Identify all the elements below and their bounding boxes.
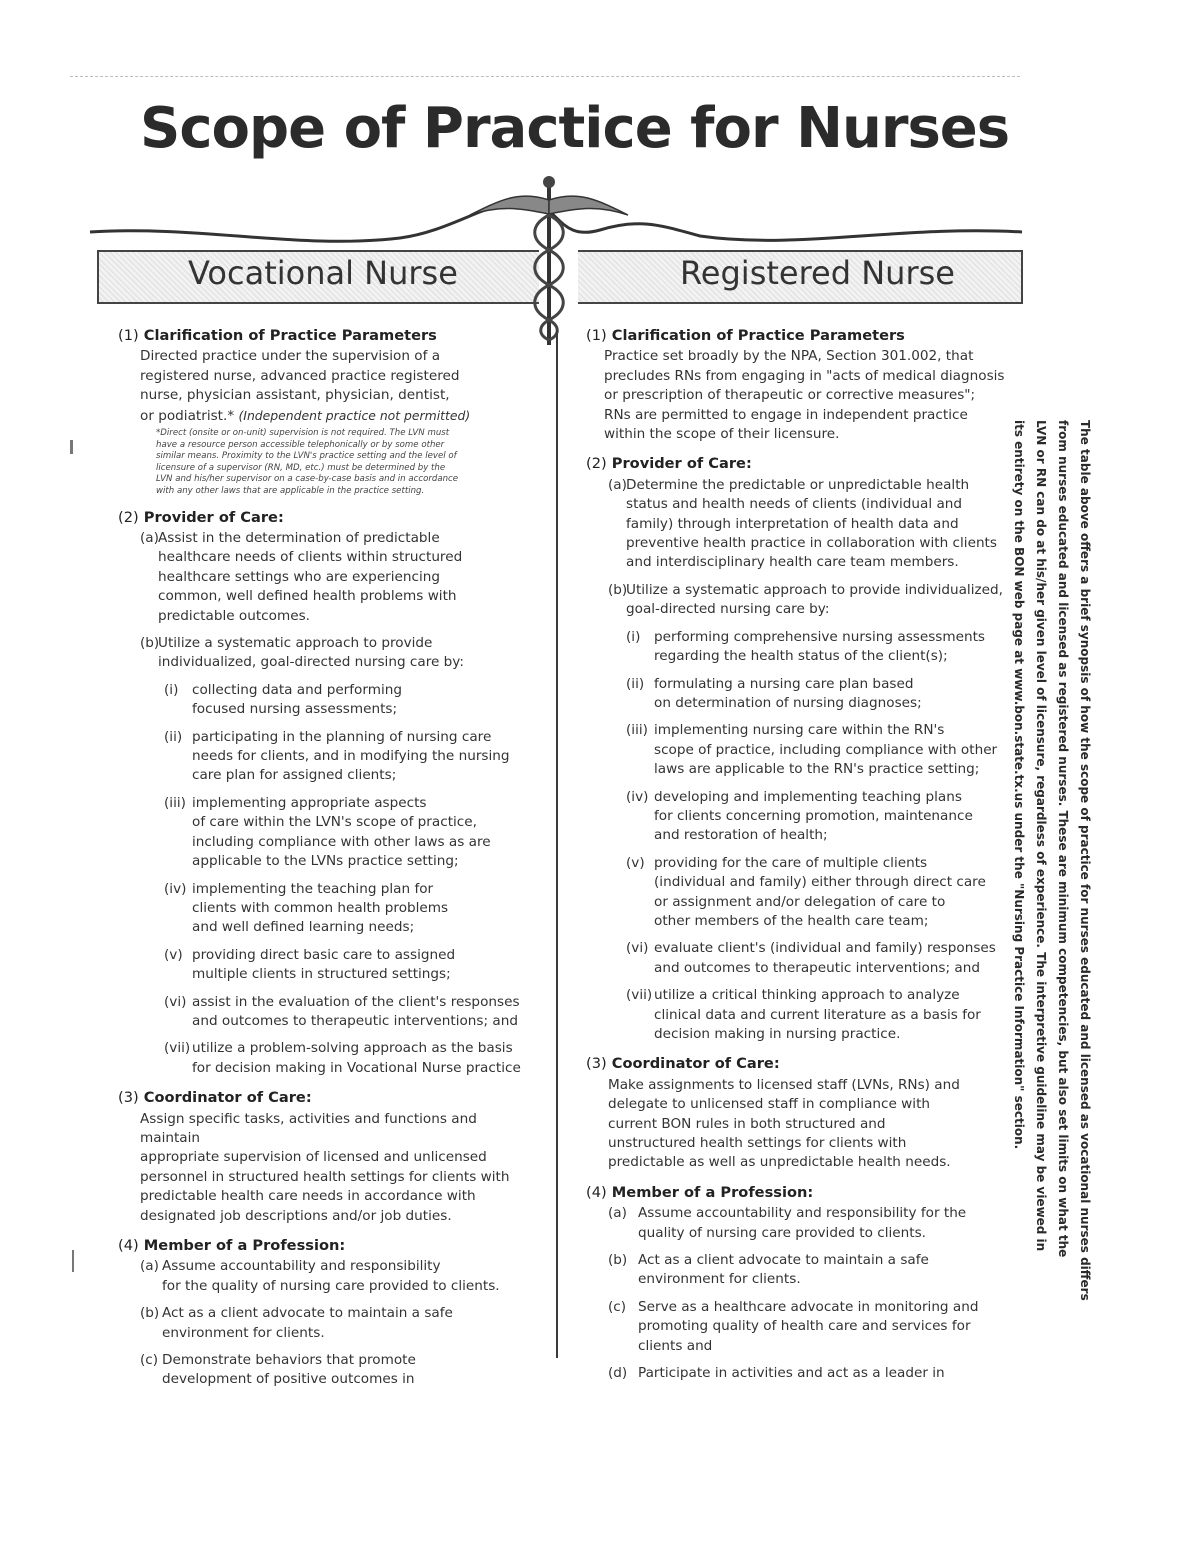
item-text: implementing the teaching plan for clients with common health problems and well defined learning needs; (192, 880, 449, 936)
vn-coordinator-section (118, 1088, 538, 1226)
banner-wave-line (90, 202, 1022, 242)
item-label: (vi) (164, 993, 187, 1010)
vn-supervision-footnote: *Direct (onsite or on-unit) supervision is not required. The LVN must have a resource person accessible telephonically or by some other similar means. Proximity to the LVN's practice setting and the level of licensure of a supervisor (RN, MD, etc.) must be determined by the LVN and his/her supervisor on a case-by-case basis and in accordance with any other laws that are applicable in the practice setting. (156, 428, 459, 496)
list-item (140, 1351, 538, 1390)
list-item (626, 986, 1006, 1044)
item-label: (c) (608, 1298, 627, 1315)
vn-coordinator-text: Assign specific tasks, activities and functions and maintain appropriate supervision of licensed and unlicensed personnel in structured health settings for clients with predictable health care needs in accordance with designated job descriptions and/or job duties. (140, 1110, 510, 1224)
item-text: assist in the evaluation of the client's responses and outcomes to therapeutic interventions; and (192, 993, 520, 1029)
list-item (140, 1257, 538, 1296)
item-text: developing and implementing teaching plans for clients concerning promotion, maintenance and restoration of health; (654, 788, 973, 844)
item-label: (a) (140, 530, 159, 546)
vn-coordinator-title (118, 1088, 538, 1107)
list-item (140, 529, 538, 626)
item-text: Assume accountability and responsibility for the quality of nursing care provided to clients. (638, 1205, 967, 1241)
item-text: Assist in the determination of predictable healthcare needs of clients within structured healthcare settings who are experiencing common, well defined health problems with predictable outcomes. (158, 530, 463, 624)
rn-clarification-section (586, 326, 1006, 444)
item-text: utilize a critical thinking approach to analyze clinical data and current literature as a basis for decision making in nursing practice. (654, 987, 981, 1042)
section-title-text: Provider of Care: (143, 508, 284, 526)
item-text: providing direct basic care to assigned multiple clients in structured settings; (192, 946, 456, 983)
list-item (608, 1204, 1006, 1243)
rn-provider-section (586, 454, 1006, 1044)
item-text: collecting data and performing focused nursing assessments; (192, 681, 402, 718)
list-item (626, 675, 1006, 714)
vocational-nurse-heading: Vocational Nurse (188, 254, 458, 292)
list-item (608, 476, 1006, 573)
page-title: Scope of Practice for Nurses (140, 96, 1010, 161)
section-number: (4) (586, 1183, 607, 1201)
section-number: (2) (586, 455, 607, 473)
item-label: (b) (608, 1252, 628, 1269)
item-text: utilize a problem-solving approach as the basis for decision making in Vocational Nurse practice (192, 1040, 521, 1076)
section-title-text: Clarification of Practice Parameters (611, 327, 905, 344)
item-text: Determine the predictable or unpredictable health status and health needs of clients (individual and family) through interpretation of health data and preventive health practice in collaboration with clients and interdisciplinary health care team members. (626, 476, 997, 571)
side-note-rotated: The table above offers a brief synopsis of how the scope of practice for nurses educated and licensed as vocational nurses differs from nurses educated and licensed as registered nurses. These are minimum competencies, but also set limits on what the LVN or RN can do at his/her given level of licensure, regardless of experience. The interpretive guideline may be viewed in its entirety on the BON web page at www.bon.state.tx.us under the "Nursing Practice Information" section. (1012, 420, 1092, 1301)
section-title-text: Clarification of Practice Parameters (143, 327, 437, 344)
item-text: Act as a client advocate to maintain a safe environment for clients. (638, 1252, 929, 1288)
column-divider (556, 330, 558, 1358)
registered-nurse-heading: Registered Nurse (680, 254, 955, 292)
section-title-text: Member of a Profession: (143, 1237, 346, 1254)
list-item (164, 1039, 538, 1078)
item-label: (iv) (164, 880, 187, 897)
section-number: (3) (586, 1055, 607, 1073)
vn-provider-title (118, 508, 538, 527)
list-item (164, 993, 538, 1032)
vocational-column (118, 326, 538, 1400)
item-label: (c) (140, 1352, 159, 1369)
list-item (626, 854, 1006, 932)
rn-coordinator-title (586, 1054, 1006, 1073)
vn-clarification-text-last: or podiatrist.* (140, 407, 235, 424)
list-item (140, 634, 538, 673)
rn-clarification-text: Practice set broadly by the NPA, Section 301.002, that precludes RNs from engaging in "acts of medical diagnosis or prescription of therapeutic or corrective measures"; RNs are permitted to engage in independent practice within the scope of their licensure. (604, 348, 1005, 443)
rn-clarification-title (586, 326, 1006, 345)
scan-mark (72, 1250, 74, 1272)
rn-coordinator-section (586, 1054, 1006, 1172)
section-number: (2) (118, 508, 139, 526)
item-text: participating in the planning of nursing care needs for clients, and in modifying the nursing care plan for assigned clients; (192, 728, 510, 784)
item-label: (d) (608, 1365, 628, 1382)
item-label: (iii) (626, 722, 648, 739)
item-text: evaluate client's (individual and family) responses and outcomes to therapeutic interventions; and (654, 940, 996, 976)
item-text: providing for the care of multiple clients (individual and family) either through direct care or assignment and/or delegation of care to other members of the health care team; (654, 854, 986, 929)
item-label: (b) (140, 635, 160, 652)
vn-clarification-text: Directed practice under the supervision of a registered nurse, advanced practice registered nurse, physician assistant, physician, dentist, (140, 348, 460, 404)
section-title-text: Provider of Care: (611, 455, 752, 473)
vn-clarification-last-line (140, 406, 538, 426)
item-label: (i) (164, 681, 179, 698)
rn-profession-section (586, 1183, 1006, 1384)
item-text: Participate in activities and act as a leader in (638, 1365, 945, 1382)
registered-column (586, 326, 1006, 1394)
item-label: (ii) (164, 728, 183, 745)
item-text: implementing appropriate aspects of care within the LVN's scope of practice, including compliance with other laws as are applicable to the LVNs practice setting; (192, 794, 491, 870)
list-item (608, 581, 1006, 620)
list-item (626, 788, 1006, 846)
section-title-text: Member of a Profession: (611, 1183, 814, 1201)
section-title-text: Coordinator of Care: (611, 1055, 780, 1073)
list-item (164, 681, 538, 720)
list-item (626, 939, 1006, 978)
item-text: Assume accountability and responsibility for the quality of nursing care provided to clients. (162, 1258, 500, 1294)
item-label: (a) (140, 1258, 159, 1275)
list-item (164, 880, 538, 938)
list-item (164, 946, 538, 985)
vn-profession-title (118, 1236, 538, 1255)
list-item (164, 728, 538, 786)
item-label: (vii) (164, 1040, 191, 1057)
item-label: (vii) (626, 987, 653, 1004)
vn-provider-section (118, 508, 538, 1079)
section-number: (1) (118, 327, 139, 344)
item-text: Utilize a systematic approach to provide individualized, goal-directed nursing care by: (158, 635, 464, 671)
rn-coordinator-text: Make assignments to licensed staff (LVNs, RNs) and delegate to unlicensed staff in compliance with current BON rules in both structured and unstructured health settings for clients with predictable as well as unpredictable health needs. (608, 1076, 960, 1171)
list-item (140, 1304, 538, 1343)
vn-clarification-section (118, 326, 538, 498)
item-text: implementing nursing care within the RN's scope of practice, including compliance with other laws are applicable to the RN's practice setting; (654, 722, 998, 778)
item-label: (iv) (626, 788, 649, 805)
item-label: (iii) (164, 794, 186, 811)
item-label: (v) (164, 946, 183, 963)
list-item (164, 794, 538, 872)
list-item (608, 1251, 1006, 1290)
section-title-text: Coordinator of Care: (143, 1089, 312, 1107)
item-label: (v) (626, 854, 645, 871)
page-edge (70, 76, 1020, 77)
vn-profession-section (118, 1236, 538, 1390)
item-label: (a) (608, 476, 627, 493)
item-text: performing comprehensive nursing assessments regarding the health status of the client(s); (654, 628, 986, 665)
rn-profession-title (586, 1183, 1006, 1202)
section-number: (1) (586, 327, 607, 344)
section-number: (4) (118, 1237, 139, 1254)
item-label: (b) (140, 1305, 160, 1322)
item-text: Demonstrate behaviors that promote development of positive outcomes in (162, 1352, 416, 1388)
section-number: (3) (118, 1089, 139, 1107)
item-label: (b) (608, 581, 628, 598)
list-item (626, 721, 1006, 779)
list-item (626, 628, 1006, 667)
item-text: Utilize a systematic approach to provide individualized, goal-directed nursing care by: (626, 581, 1003, 618)
item-text: Serve as a healthcare advocate in monitoring and promoting quality of health care and services for clients and (638, 1298, 979, 1354)
item-label: (a) (608, 1205, 627, 1222)
item-label: (i) (626, 628, 641, 645)
item-text: formulating a nursing care plan based on determination of nursing diagnoses; (654, 675, 922, 711)
list-item (608, 1298, 1006, 1356)
item-label: (vi) (626, 940, 649, 957)
vn-independent-note: (Independent practice not permitted) (238, 407, 471, 423)
item-text: Act as a client advocate to maintain a safe environment for clients. (162, 1305, 453, 1341)
item-label: (ii) (626, 675, 645, 692)
scan-mark (70, 440, 73, 454)
rn-provider-title (586, 454, 1006, 473)
vn-clarification-title (118, 326, 538, 345)
list-item (608, 1364, 1006, 1383)
